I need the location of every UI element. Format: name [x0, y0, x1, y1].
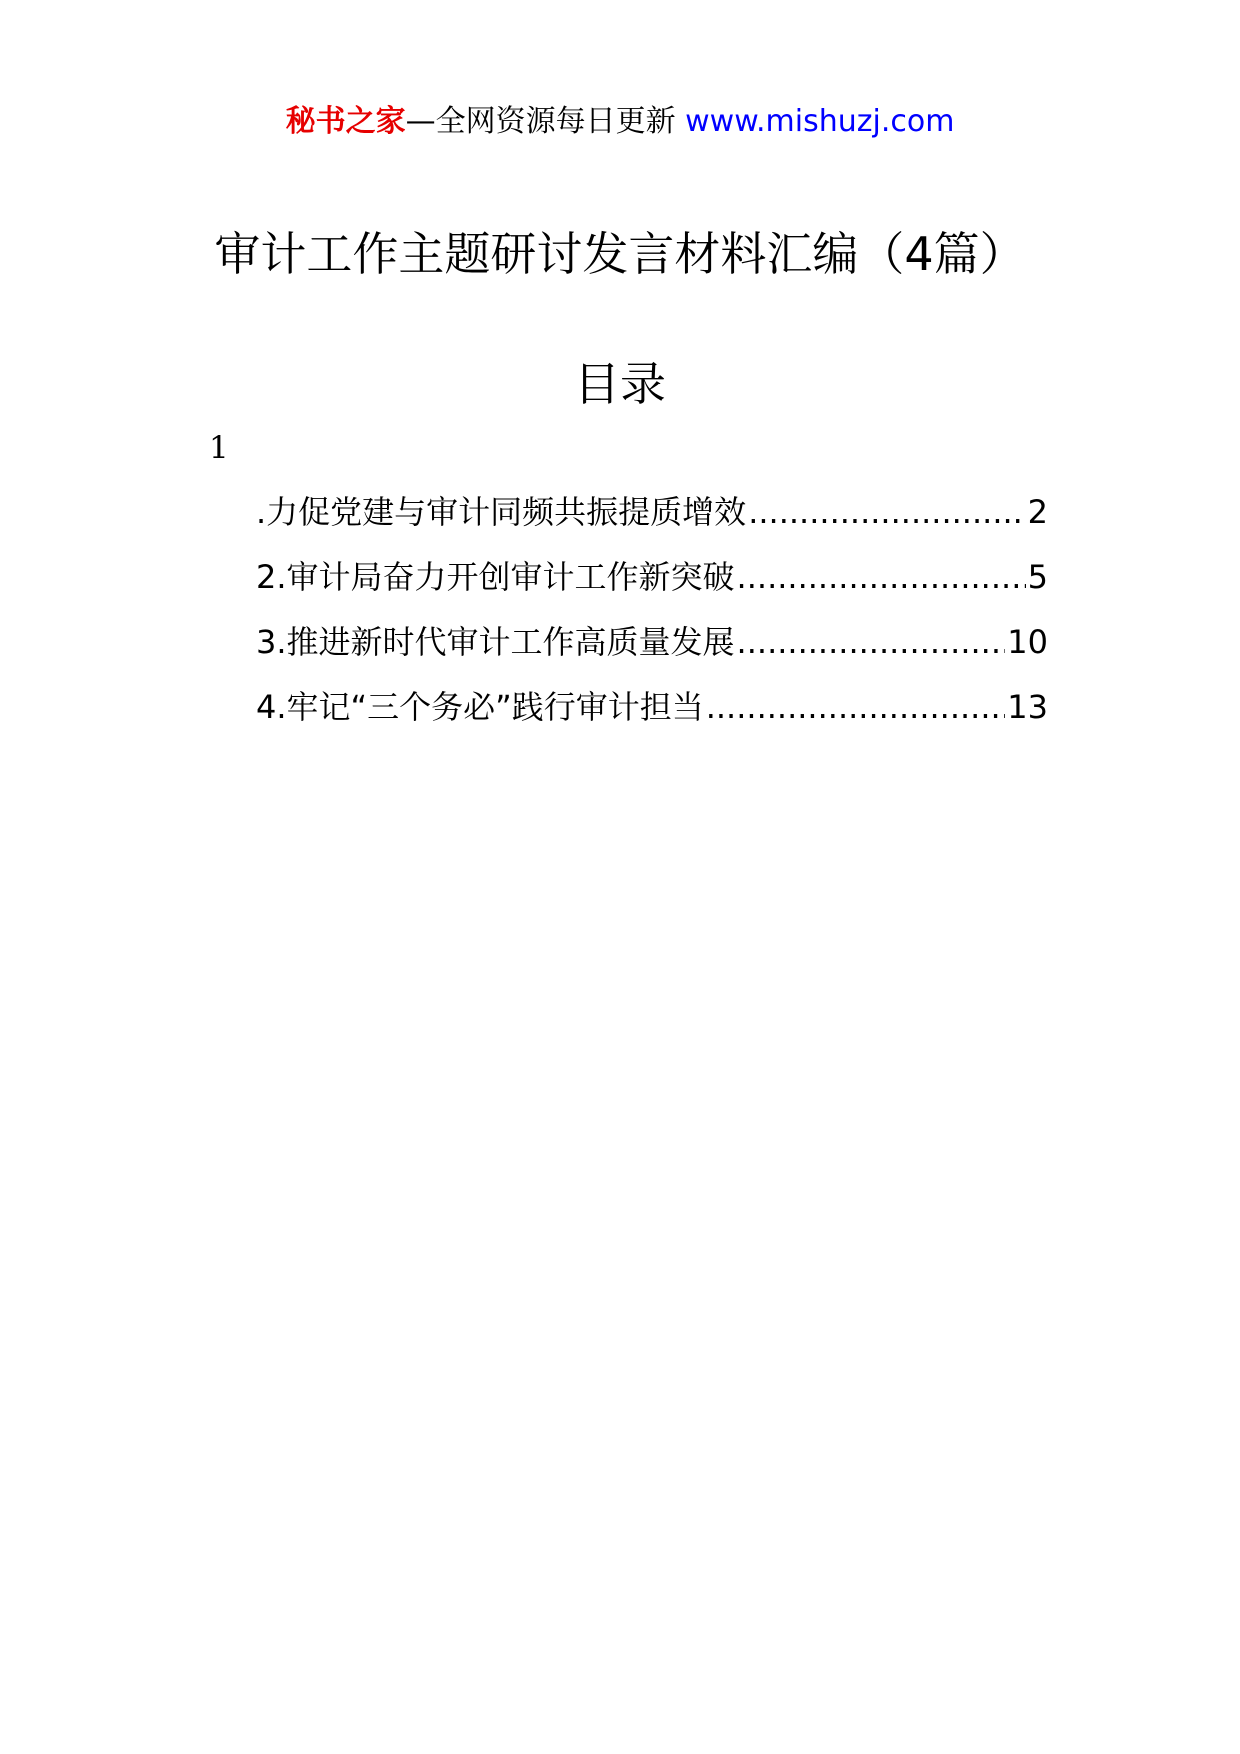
toc-entry-label: 3.推进新时代审计工作高质量发展 [256, 623, 735, 661]
header-slogan: —全网资源每日更新 [405, 104, 676, 139]
site-link[interactable]: www.mishuzj.com [685, 104, 955, 139]
toc-entry-page: 5 [1027, 558, 1048, 596]
brand-name: 秘书之家 [285, 104, 406, 139]
toc-entry[interactable] [256, 488, 1048, 553]
toc-entry-page: 2 [1027, 493, 1048, 531]
table-of-contents [256, 488, 1048, 748]
toc-entry-label: .力促党建与审计同频共振提质增效 [256, 493, 747, 531]
toc-leader-dots [706, 683, 1006, 731]
document-title: 审计工作主题研讨发言材料汇编（4篇） [214, 227, 1026, 281]
toc-entry-page: 10 [1007, 623, 1048, 661]
toc-heading: 目录 [574, 357, 666, 411]
toc-entry[interactable] [256, 683, 1048, 748]
toc-entry-label: 4.牢记“三个务必”践行审计担当 [256, 688, 704, 726]
toc-leader-dots [737, 553, 1026, 601]
toc-leader-dots [748, 488, 1025, 536]
toc-leader-dots [737, 618, 1006, 666]
toc-entry-label: 2.审计局奋力开创审计工作新突破 [256, 558, 735, 596]
toc-entry-page: 13 [1007, 688, 1048, 726]
page-header [0, 100, 1240, 144]
toc-entry[interactable] [256, 553, 1048, 618]
page-number-marker: 1 [209, 430, 229, 466]
toc-entry[interactable] [256, 618, 1048, 683]
